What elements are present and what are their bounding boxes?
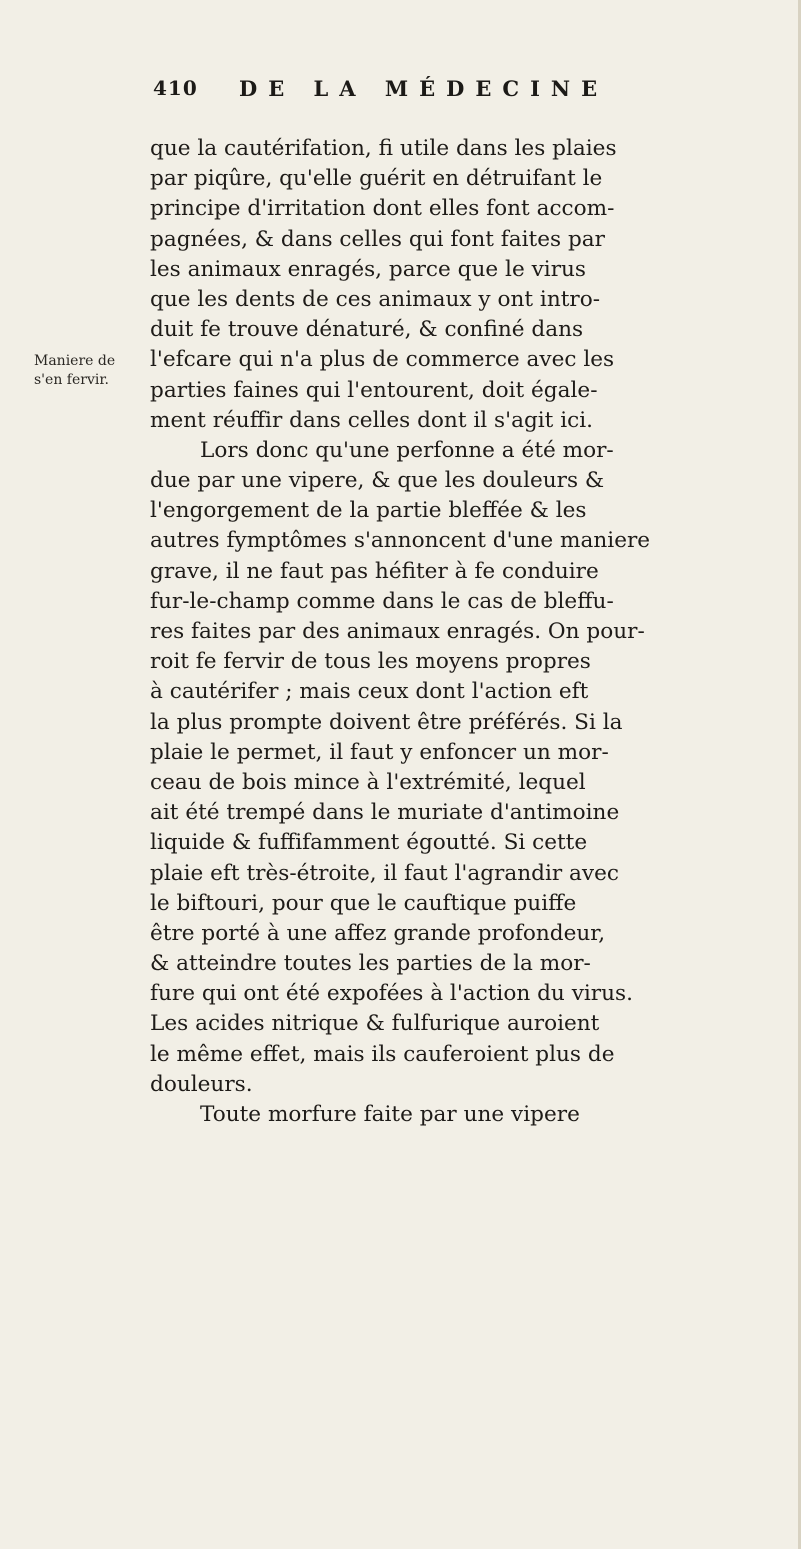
paragraph-start-line: Lors donc qu'une perfonne a été mor- bbox=[200, 437, 614, 463]
text-line: l'efcare qui n'a plus de commerce avec les bbox=[150, 347, 615, 373]
text-line: à cautérifer ; mais ceux dont l'action eft bbox=[150, 679, 589, 705]
text-line: autres fymptômes s'annoncent d'une maniere bbox=[150, 528, 651, 554]
text-line: Les acides nitrique & fulfurique auroient bbox=[150, 1011, 600, 1037]
text-line: la plus prompte doivent être préférés. Si la bbox=[150, 709, 623, 735]
page-number: 410 bbox=[153, 76, 198, 100]
text-line: que la cautérifation, fi utile dans les plaies bbox=[150, 136, 617, 161]
text-line: l'engorgement de la partie bleffée & les bbox=[150, 498, 587, 524]
text-line: le biftouri, pour que le cauftique puiffe bbox=[150, 890, 577, 916]
paragraph-start-line: Toute morfure faite par une vipere bbox=[200, 1102, 580, 1127]
text-line: due par une vipere, & que les douleurs & bbox=[150, 468, 605, 494]
text-line: les animaux enragés, parce que le virus bbox=[150, 256, 587, 282]
text-line: plaie le permet, il faut y enfoncer un mor- bbox=[150, 739, 609, 765]
text-line: roit fe fervir de tous les moyens propres bbox=[150, 649, 591, 675]
text-line: fur-le-champ comme dans le cas de bleffu- bbox=[150, 588, 614, 614]
running-title: DE LA MÉDECINE bbox=[239, 76, 609, 101]
margin-note-line: Maniere de bbox=[34, 353, 116, 369]
text-line: & atteindre toutes les parties de la mor- bbox=[150, 951, 591, 977]
text-line: liquide & fuffifamment égoutté. Si cette bbox=[150, 830, 588, 856]
text-line: fure qui ont été expofées à l'action du virus. bbox=[150, 981, 633, 1007]
text-line: plaie eft très-étroite, il faut l'agrandir avec bbox=[150, 860, 619, 886]
running-head bbox=[147, 76, 747, 110]
text-line: parties faines qui l'entourent, doit égale- bbox=[150, 377, 598, 403]
text-line: le même effet, mais ils cauferoient plus de bbox=[150, 1041, 615, 1067]
margin-note bbox=[34, 352, 124, 390]
text-line: ait été trempé dans le muriate d'antimoine bbox=[150, 800, 620, 826]
text-line: grave, il ne faut pas héfiter à fe conduire bbox=[150, 558, 599, 584]
text-line: douleurs. bbox=[150, 1071, 253, 1097]
body-text bbox=[150, 134, 770, 1130]
text-line: par piqûre, qu'elle guérit en détruifant le bbox=[150, 166, 603, 192]
text-line: principe d'irritation dont elles font accom- bbox=[150, 196, 615, 222]
text-line: ment réuffir dans celles dont il s'agit ici. bbox=[150, 407, 593, 433]
margin-note-line: s'en fervir. bbox=[34, 372, 109, 388]
text-line: duit fe trouve dénaturé, & confiné dans bbox=[150, 317, 584, 343]
text-line: être porté à une affez grande profondeur, bbox=[150, 920, 606, 946]
text-line: ceau de bois mince à l'extrémité, lequel bbox=[150, 769, 586, 795]
text-line: que les dents de ces animaux y ont intro- bbox=[150, 286, 601, 312]
text-line: pagnées, & dans celles qui font faites par bbox=[150, 226, 605, 252]
text-line: res faites par des animaux enragés. On pour- bbox=[150, 619, 645, 644]
